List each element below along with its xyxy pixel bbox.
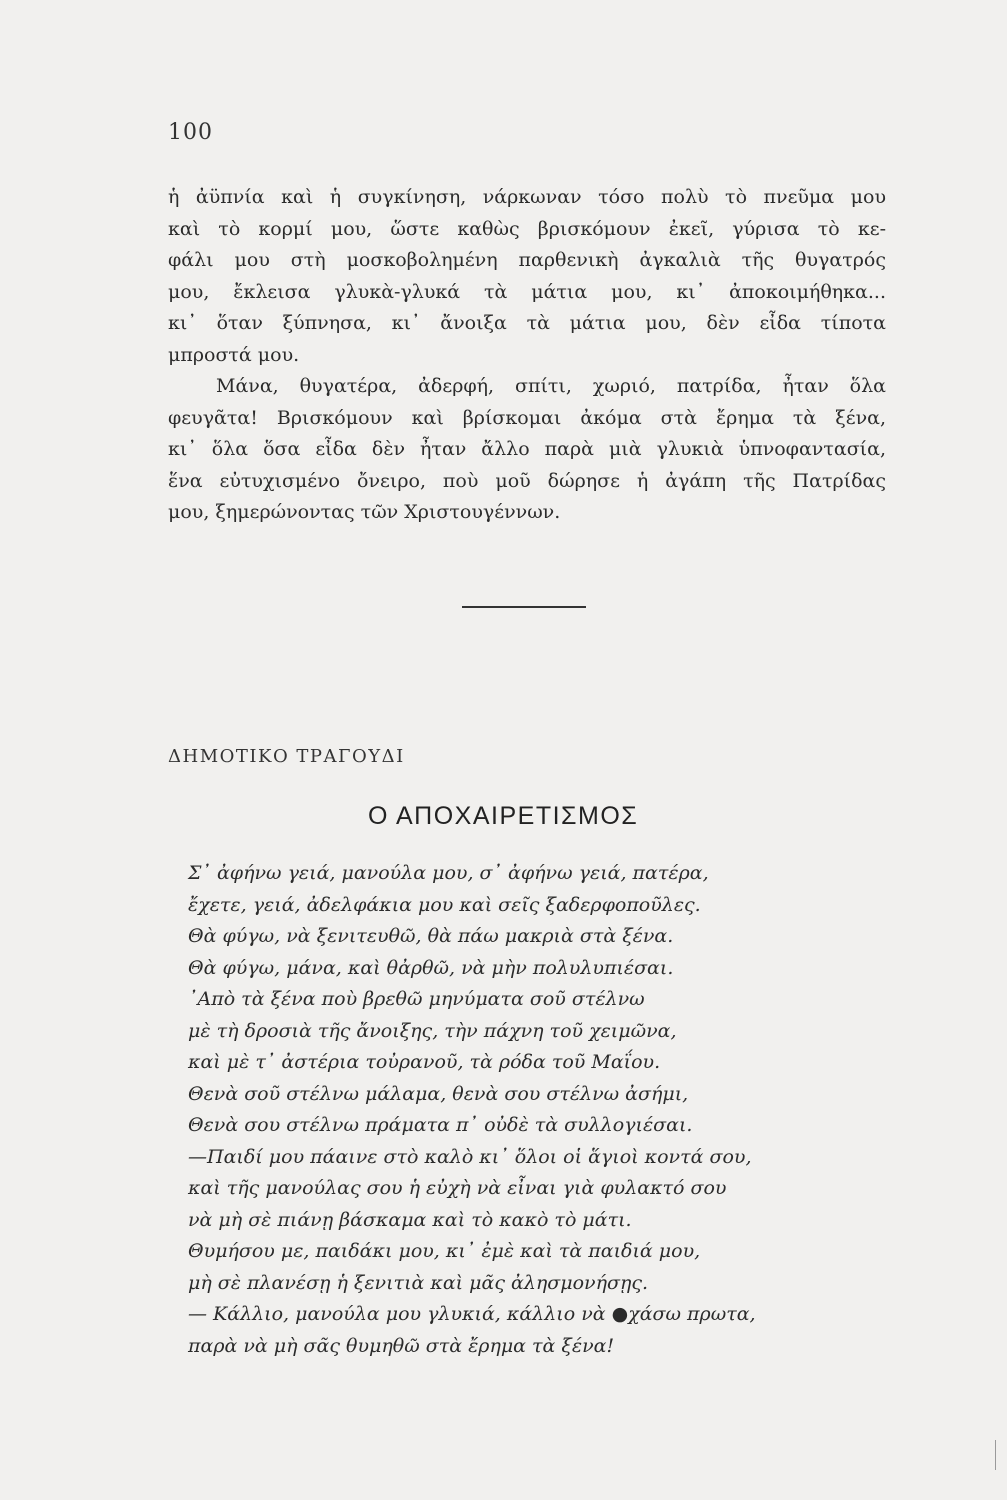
verse-line: μὲ τὴ δροσιὰ τῆς ἄνοιξης, τὴν πάχνη τοῦ χειμῶνα,	[188, 1019, 677, 1042]
section-label: ΔΗΜΟΤΙΚΟ ΤΡΑΓΟΥΔΙ	[168, 746, 405, 767]
scan-edge-mark	[995, 1440, 1004, 1470]
prose-line: μου, ξημερώνοντας τῶν Χριστουγέννων.	[168, 501, 561, 523]
prose-line: μπροστά μου.	[168, 343, 300, 366]
prose-line: κι᾽ ὅταν ξύπνησα, κι᾽ ἄνοιξα τὰ μάτια μου, δὲν εἶδα τίποτα	[168, 312, 886, 334]
section-divider	[462, 606, 586, 608]
verse-line: Θενὰ σοῦ στέλνω μάλαμα, θενὰ σου στέλνω ἀσήμι,	[188, 1082, 689, 1105]
prose-line: φευγᾶτα! Βρισκόμουν καὶ βρίσκομαι ἀκόμα στὰ ἔρημα τὰ ξένα,	[168, 406, 886, 429]
verse-line: —Παιδί μου πάαινε στὸ καλὸ κι᾽ ὅλοι οἱ ἅγιοὶ κοντά σου,	[188, 1145, 752, 1168]
verse-line: Θὰ φύγω, μάνα, καὶ θἀρθῶ, νὰ μὴν πολυλυπιέσαι.	[188, 956, 674, 979]
page-number: 100	[168, 120, 213, 145]
verse-line: ἔχετε, γειά, ἀδελφάκια μου καὶ σεῖς ξαδερφοποῦλες.	[188, 893, 701, 916]
verse-line: Θὰ φύγω, νὰ ξενιτευθῶ, θὰ πάω μακριὰ στὰ ξένα.	[188, 925, 674, 947]
prose-line: καὶ τὸ κορμί μου, ὥστε καθὼς βρισκόμουν ἐκεῖ, γύρισα τὸ κε-	[168, 217, 886, 240]
prose-text	[168, 182, 886, 529]
prose-line: φάλι μου στὴ μοσκοβολημένη παρθενικὴ ἀγκαλιὰ τῆς θυγατρός	[168, 249, 886, 271]
prose-line: κι᾽ ὅλα ὅσα εἶδα δὲν ἦταν ἄλλο παρὰ μιὰ γλυκιὰ ὑπνοφαντασία,	[168, 438, 886, 460]
verse-line: Σ᾽ ἀφήνω γειά, μανούλα μου, σ᾽ ἀφήνω γειά, πατέρα,	[188, 862, 709, 884]
verse-line: παρὰ νὰ μὴ σᾶς θυμηθῶ στὰ ἔρημα τὰ ξένα!	[188, 1334, 615, 1357]
prose-line: μου, ἔκλεισα γλυκὰ-γλυκά τὰ μάτια μου, κι᾽ ἀποκοιμήθηκα...	[168, 280, 886, 303]
verse-line: ᾽Απὸ τὰ ξένα ποὺ βρεθῶ μηνύματα σοῦ στέλνω	[188, 988, 645, 1010]
song-verse	[188, 858, 908, 1362]
verse-line: — Κάλλιο, μανούλα μου γλυκιά, κάλλιο νὰ ●χάσω πρωτα,	[188, 1303, 756, 1325]
verse-line: Θενὰ σου στέλνω πράματα π᾽ οὐδὲ τὰ συλλογιέσαι.	[188, 1114, 693, 1136]
prose-line: ἕνα εὐτυχισμένο ὄνειρο, ποὺ μοῦ δώρησε ἡ ἀγάπη τῆς Πατρίδας	[168, 469, 886, 492]
prose-line: ἡ ἀϋπνία καὶ ἡ συγκίνηση, νάρκωναν τόσο πολὺ τὸ πνεῦμα μου	[168, 186, 886, 208]
verse-line: μὴ σὲ πλανέσῃ ἡ ξενιτιὰ καὶ μᾶς ἀλησμονήσῃς.	[188, 1271, 649, 1294]
verse-line: καὶ μὲ τ᾽ ἀστέρια τοὐρανοῦ, τὰ ρόδα τοῦ Μαΐου.	[188, 1051, 661, 1073]
song-title: Ο ΑΠΟΧΑΙΡΕΤΙΣΜΟΣ	[368, 802, 639, 830]
verse-line: καὶ τῆς μανούλας σου ἡ εὐχὴ νὰ εἶναι γιὰ φυλακτό σου	[188, 1177, 727, 1199]
prose-line: Μάνα, θυγατέρα, ἀδερφή, σπίτι, χωριό, πατρίδα, ἦταν ὅλα	[216, 375, 886, 397]
verse-line: νὰ μὴ σὲ πιάνῃ βάσκαμα καὶ τὸ κακὸ τὸ μάτι.	[188, 1208, 632, 1231]
verse-line: Θυμήσου με, παιδάκι μου, κι᾽ ἐμὲ καὶ τὰ παιδιά μου,	[188, 1240, 701, 1262]
